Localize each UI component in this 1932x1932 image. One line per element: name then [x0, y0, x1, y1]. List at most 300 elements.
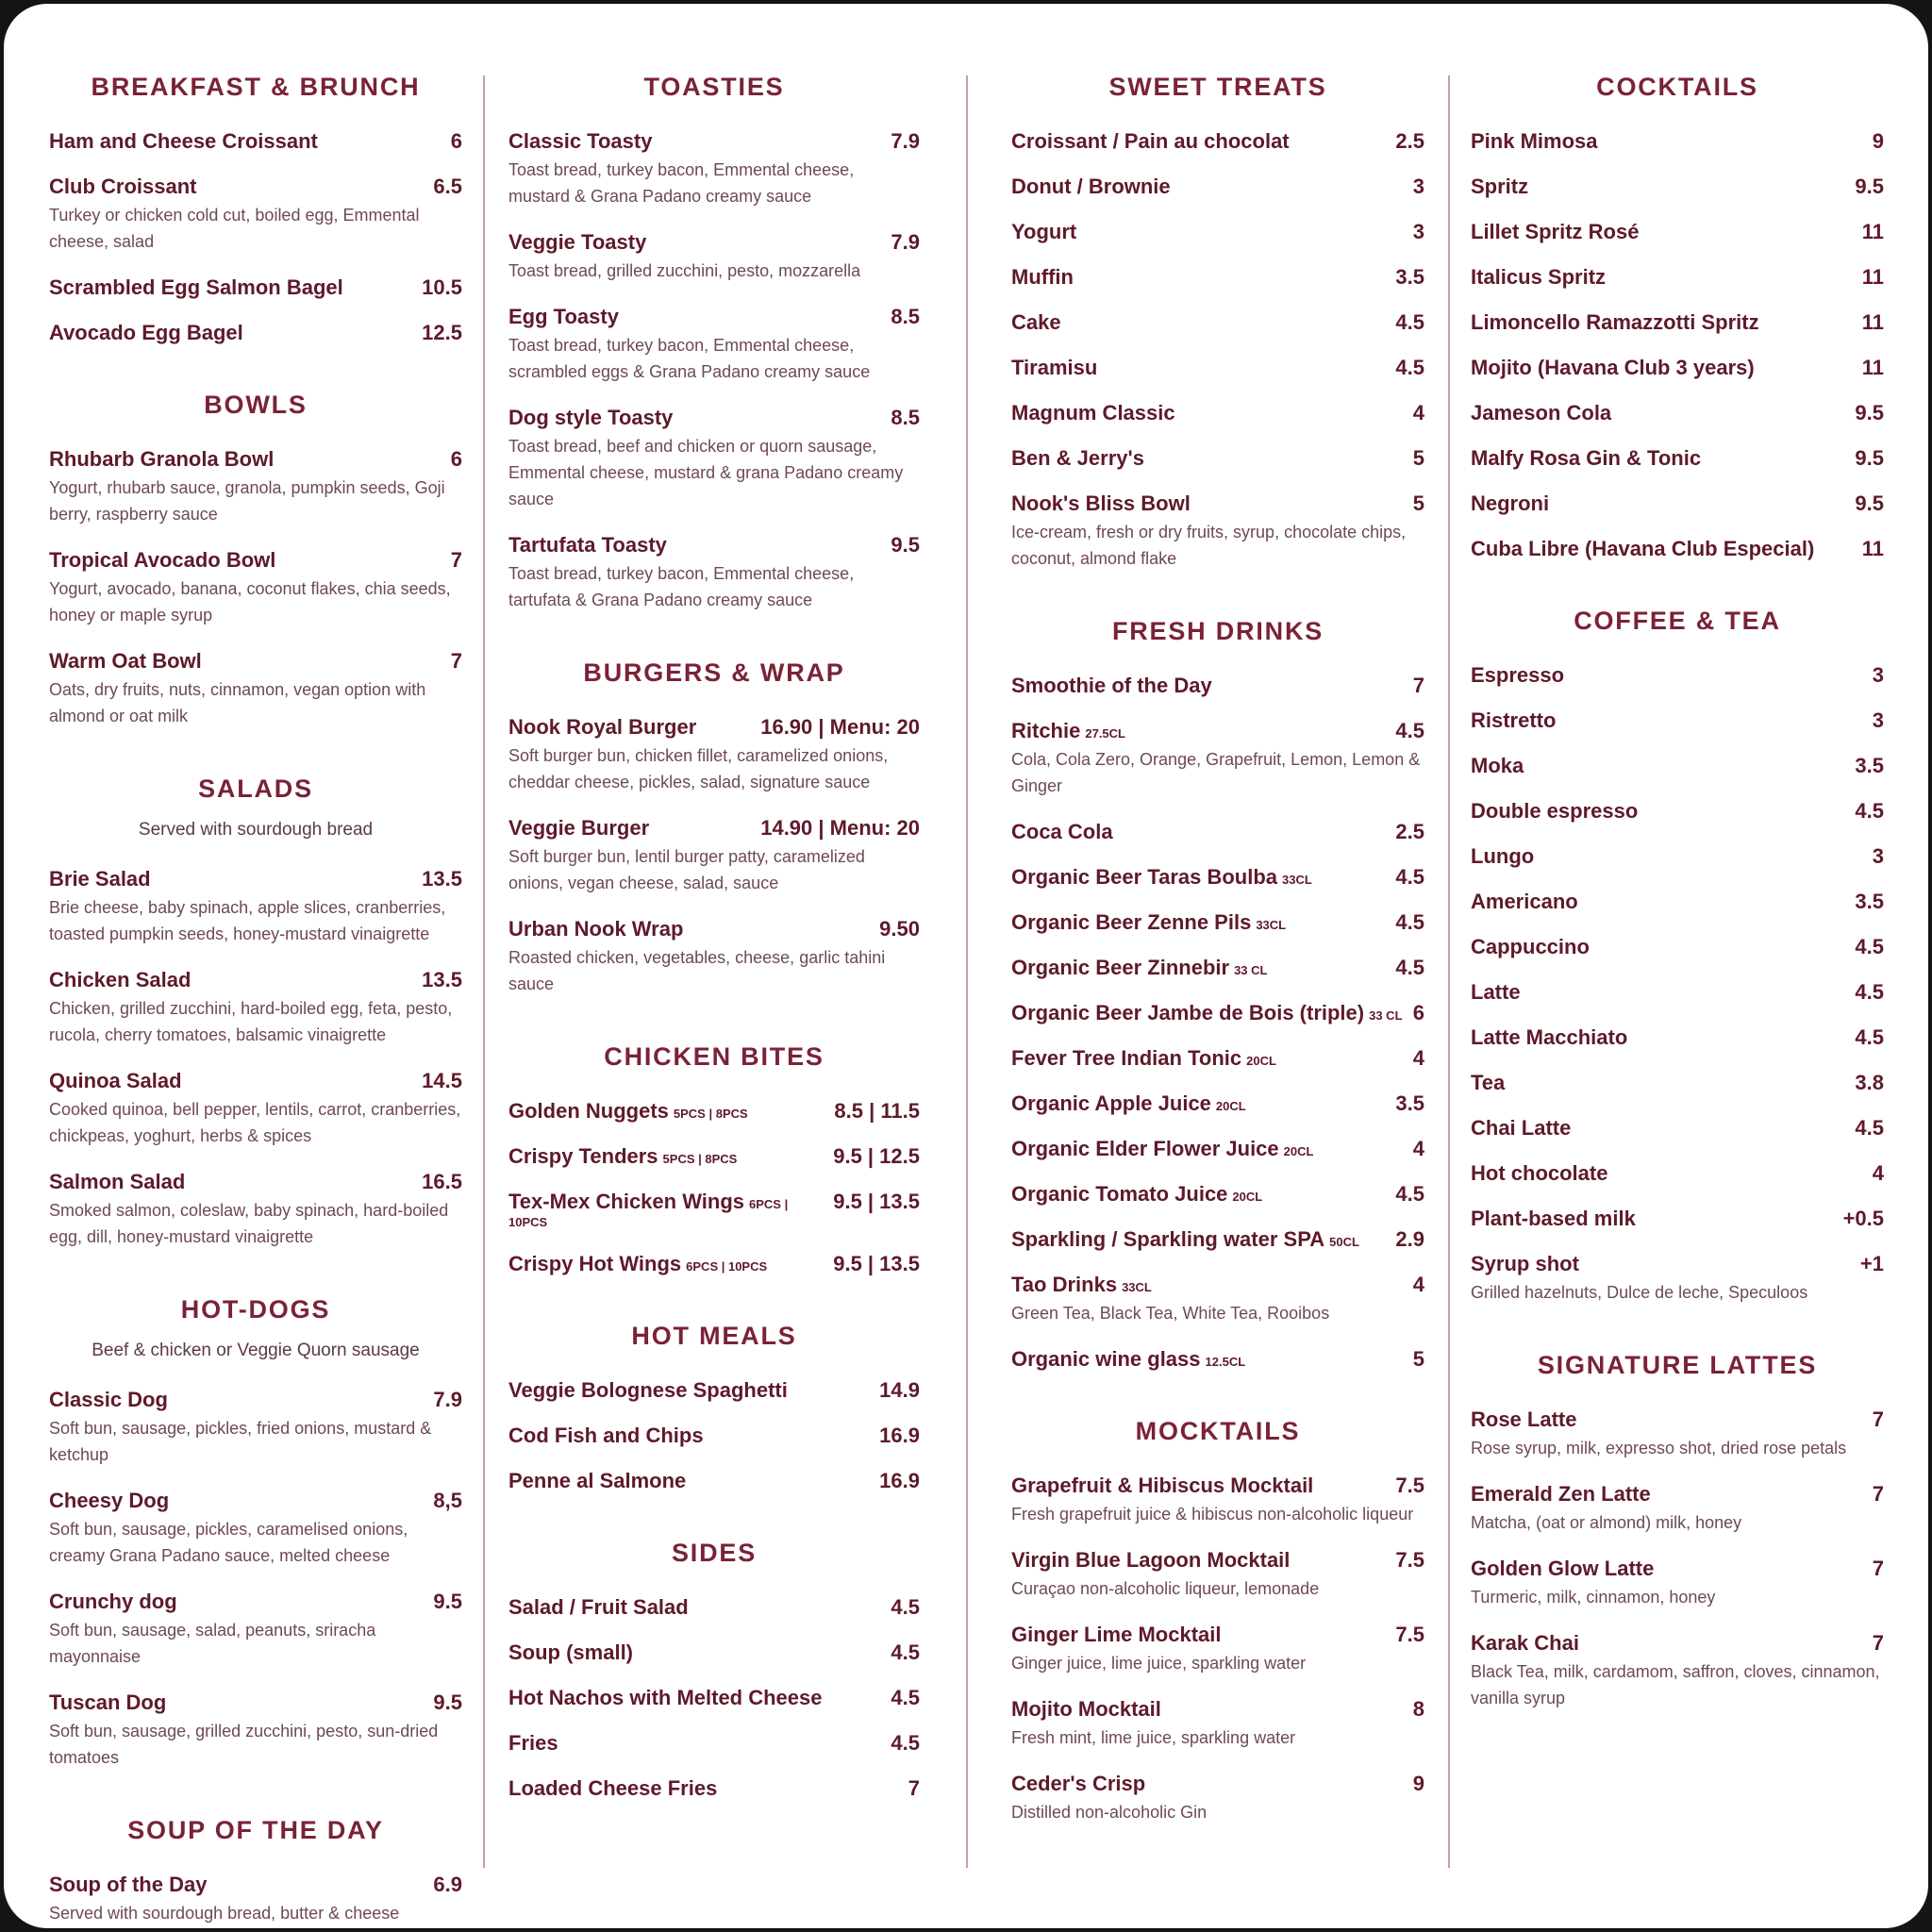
column-divider	[966, 75, 968, 1868]
menu-item-description: Fresh mint, lime juice, sparkling water	[1011, 1728, 1296, 1747]
menu-item-description: Ice-cream, fresh or dry fruits, syrup, chocolate chips, coconut, almond flake	[1011, 523, 1407, 568]
menu-item	[49, 1069, 462, 1149]
menu-item	[1011, 674, 1424, 698]
menu-item-name: Crispy Hot Wings	[508, 1252, 682, 1275]
menu-section	[1471, 1349, 1884, 1711]
menu-item-description: Ginger juice, lime juice, sparkling water	[1011, 1654, 1307, 1673]
menu-item	[49, 175, 462, 255]
menu-item-price: 9.5	[1855, 491, 1884, 515]
menu-item-label	[49, 129, 318, 154]
menu-item-label	[508, 1731, 558, 1756]
menu-item-row	[508, 1641, 920, 1665]
menu-item-label	[1471, 446, 1701, 471]
menu-item-row	[49, 649, 462, 674]
menu-item-row	[49, 548, 462, 573]
menu-item-label	[49, 867, 151, 891]
menu-item-price: 3	[1872, 844, 1884, 868]
menu-item-price: 4	[1412, 1137, 1424, 1160]
menu-item-name: Fever Tree Indian Tonic	[1011, 1046, 1242, 1070]
menu-item-description: Yogurt, rhubarb sauce, granola, pumpkin seeds, Goji berry, raspberry sauce	[49, 478, 445, 524]
menu-item-label	[49, 548, 275, 573]
menu-item	[508, 1190, 920, 1231]
menu-item-label	[1471, 1071, 1505, 1095]
menu-item-price: 13.5	[422, 968, 462, 991]
menu-item-price: 4.5	[1855, 980, 1884, 1004]
menu-item-row	[508, 715, 920, 740]
menu-item	[1011, 129, 1424, 154]
menu-item	[1011, 1347, 1424, 1372]
menu-item	[508, 230, 920, 284]
menu-item-price: 9	[1412, 1772, 1424, 1795]
menu-item-name: Yogurt	[1011, 220, 1077, 243]
menu-item-label	[508, 1686, 823, 1710]
menu-item-row	[1011, 865, 1424, 890]
menu-item-label	[49, 649, 202, 674]
menu-item-size: 6PCS | 10PCS	[508, 1197, 789, 1229]
menu-item	[1471, 1252, 1884, 1306]
menu-column-2	[508, 71, 920, 1844]
menu-item	[508, 533, 920, 613]
menu-section	[1471, 71, 1884, 561]
menu-item-name: Soup (small)	[508, 1641, 634, 1664]
menu-item-label	[1011, 310, 1061, 335]
menu-item-label	[1471, 1025, 1627, 1050]
menu-item-name: Ben & Jerry's	[1011, 446, 1144, 470]
menu-item-name: Golden Nuggets	[508, 1099, 669, 1123]
menu-item-row	[1011, 1772, 1424, 1796]
menu-item-row	[49, 1590, 462, 1614]
menu-card	[4, 4, 1928, 1928]
menu-item-name: Ceder's Crisp	[1011, 1772, 1146, 1795]
menu-item-price: 9.5	[1855, 446, 1884, 470]
menu-item-label	[49, 1388, 168, 1412]
menu-item-label	[1011, 491, 1191, 516]
section-title: BREAKFAST & BRUNCH	[91, 73, 421, 101]
menu-item-row	[1011, 1623, 1424, 1647]
menu-item-description: Green Tea, Black Tea, White Tea, Rooibos	[1011, 1304, 1330, 1323]
menu-item-size: 5PCS | 8PCS	[673, 1107, 748, 1121]
menu-item	[1471, 1025, 1884, 1050]
menu-item-description: Toast bread, turkey bacon, Emmental cheese, mustard & Grana Padano creamy sauce	[508, 160, 855, 206]
menu-item-price: 3	[1412, 175, 1424, 198]
menu-item	[1471, 1207, 1884, 1231]
section-title: FRESH DRINKS	[1111, 617, 1324, 645]
menu-item-price: 3.5	[1855, 754, 1884, 777]
menu-item-label	[508, 230, 646, 255]
menu-item-name: Veggie Bolognese Spaghetti	[508, 1378, 788, 1402]
menu-item	[508, 1731, 920, 1756]
menu-item	[1011, 356, 1424, 380]
menu-item-label	[508, 1190, 824, 1231]
menu-item-name: Fries	[508, 1731, 558, 1755]
menu-item-price: 9.50	[879, 917, 920, 941]
menu-item-row	[49, 321, 462, 345]
menu-item	[1471, 799, 1884, 824]
menu-item-price: 7.9	[891, 230, 920, 254]
menu-item	[508, 1144, 920, 1169]
menu-item-price: 9	[1872, 129, 1884, 153]
menu-item-row	[508, 230, 920, 255]
menu-item-label	[49, 968, 191, 992]
menu-item-name: Golden Glow Latte	[1471, 1557, 1655, 1580]
menu-item-price: 5	[1412, 446, 1424, 470]
menu-item-label	[1471, 799, 1638, 824]
menu-item-label	[1011, 265, 1074, 290]
menu-item-price: 13.5	[422, 867, 462, 891]
column-divider	[1448, 75, 1450, 1868]
menu-item-size: 50CL	[1329, 1235, 1359, 1249]
menu-item-price: 14.90 | Menu: 20	[760, 816, 920, 840]
menu-item-row	[508, 1144, 920, 1169]
menu-item-price: 7	[1872, 1482, 1884, 1506]
menu-item-price: 12.5	[422, 321, 462, 344]
menu-item-price: 10.5	[422, 275, 462, 299]
menu-item-label	[508, 816, 649, 841]
menu-item-label	[1471, 1407, 1576, 1432]
menu-item-label	[49, 1069, 182, 1093]
menu-item-price: 5	[1412, 1347, 1424, 1371]
menu-item	[1471, 265, 1884, 290]
menu-item-row	[508, 1686, 920, 1710]
menu-item	[1471, 1482, 1884, 1536]
menu-item-size: 12.5CL	[1205, 1355, 1246, 1369]
menu-item-row	[508, 305, 920, 329]
menu-item	[1011, 1137, 1424, 1161]
section-title: COCKTAILS	[1596, 73, 1758, 101]
menu-item-price: 7.5	[1395, 1623, 1424, 1646]
menu-item-price: 7.5	[1395, 1548, 1424, 1572]
menu-item-row	[1471, 1071, 1884, 1095]
menu-item-name: Organic Tomato Juice	[1011, 1182, 1228, 1206]
menu-item-row	[508, 1595, 920, 1620]
menu-item-price: 4.5	[891, 1641, 920, 1664]
menu-item-name: Rhubarb Granola Bowl	[49, 447, 275, 471]
menu-item-label	[1011, 956, 1267, 980]
menu-item	[1011, 1697, 1424, 1751]
menu-item-label	[508, 1144, 737, 1169]
menu-item-row	[1471, 265, 1884, 290]
menu-item-price: 4	[1872, 1161, 1884, 1185]
menu-item-label	[508, 1469, 686, 1493]
menu-item-label	[1011, 1772, 1145, 1796]
menu-item	[1011, 1001, 1424, 1025]
menu-item	[1471, 220, 1884, 244]
menu-item-row	[508, 1190, 920, 1231]
menu-item-price: 16.90 | Menu: 20	[760, 715, 920, 739]
menu-section	[49, 71, 462, 345]
menu-item-price: 16.9	[879, 1469, 920, 1492]
menu-item-row	[1011, 1227, 1424, 1252]
menu-item	[1471, 1161, 1884, 1186]
menu-item-row	[49, 175, 462, 199]
menu-item-name: Loaded Cheese Fries	[508, 1776, 718, 1800]
menu-item-row	[508, 406, 920, 430]
menu-item	[1011, 820, 1424, 844]
menu-item-row	[49, 447, 462, 472]
menu-item-name: Salad / Fruit Salad	[508, 1595, 689, 1619]
menu-item	[1011, 175, 1424, 199]
menu-item	[1011, 1623, 1424, 1676]
menu-item-label	[49, 1873, 207, 1897]
menu-item	[508, 129, 920, 209]
menu-item-row	[1471, 890, 1884, 914]
menu-item-row	[1011, 491, 1424, 516]
menu-item-label	[1011, 1137, 1313, 1161]
menu-item-row	[1471, 1407, 1884, 1432]
menu-item	[1471, 890, 1884, 914]
menu-section	[508, 657, 920, 997]
menu-item-price: 4.5	[1855, 935, 1884, 958]
menu-section	[49, 773, 462, 1250]
menu-item-name: Sparkling / Sparkling water SPA	[1011, 1227, 1325, 1251]
menu-item-row	[1471, 356, 1884, 380]
menu-item-name: Coca Cola	[1011, 820, 1113, 843]
menu-item	[508, 406, 920, 512]
menu-item-description: Brie cheese, baby spinach, apple slices, cranberries, toasted pumpkin seeds, honey-mustard vinaigrette	[49, 898, 446, 943]
menu-item-row	[1471, 980, 1884, 1005]
menu-item-name: Egg Toasty	[508, 305, 619, 328]
menu-item	[1471, 935, 1884, 959]
menu-item	[1471, 1631, 1884, 1711]
menu-item-label	[49, 1170, 185, 1194]
menu-item-price: 4.5	[891, 1595, 920, 1619]
menu-item-name: Tea	[1471, 1071, 1506, 1094]
menu-item-description: Oats, dry fruits, nuts, cinnamon, vegan option with almond or oat milk	[49, 680, 426, 725]
menu-item-label	[1011, 129, 1290, 154]
menu-item-label	[1471, 890, 1578, 914]
menu-item-name: Tropical Avocado Bowl	[49, 548, 276, 572]
menu-item-name: Warm Oat Bowl	[49, 649, 202, 673]
menu-item-row	[49, 1489, 462, 1513]
menu-item-label	[1471, 663, 1564, 688]
menu-item-label	[1011, 910, 1286, 935]
menu-item-row	[49, 275, 462, 300]
menu-item-price: 3	[1412, 220, 1424, 243]
menu-item-price: 7	[450, 649, 462, 673]
menu-item-name: Scrambled Egg Salmon Bagel	[49, 275, 343, 299]
menu-item-name: Ham and Cheese Croissant	[49, 129, 318, 153]
menu-item-label	[1471, 356, 1755, 380]
menu-item-name: Ritchie	[1011, 719, 1081, 742]
menu-item-name: Hot chocolate	[1471, 1161, 1608, 1185]
menu-item-price: 14.9	[879, 1378, 920, 1402]
menu-item-size: 20CL	[1215, 1099, 1246, 1113]
menu-item-description: Rose syrup, milk, expresso shot, dried rose petals	[1471, 1439, 1847, 1457]
menu-item-name: Virgin Blue Lagoon Mocktail	[1011, 1548, 1291, 1572]
menu-item-name: Crunchy dog	[49, 1590, 177, 1613]
menu-item	[1471, 663, 1884, 688]
menu-item-price: 3	[1872, 708, 1884, 732]
menu-item-price: 4.5	[1395, 956, 1424, 979]
menu-item-name: Mojito Mocktail	[1011, 1697, 1161, 1721]
menu-item	[1011, 719, 1424, 799]
menu-item-label	[1471, 220, 1639, 244]
menu-item	[508, 917, 920, 997]
menu-item-price: 8.5	[891, 406, 920, 429]
menu-item-description: Toast bread, beef and chicken or quorn sausage, Emmental cheese, mustard & grana Padano creamy sauce	[508, 437, 904, 508]
menu-column-3	[1011, 71, 1424, 1869]
section-title: BOWLS	[204, 391, 308, 419]
menu-item-name: Organic wine glass	[1011, 1347, 1201, 1371]
menu-item	[1471, 537, 1884, 561]
menu-item-label	[1471, 1557, 1654, 1581]
menu-item-price: 4.5	[1395, 865, 1424, 889]
menu-item	[1471, 401, 1884, 425]
menu-item-price: 4.5	[1395, 719, 1424, 742]
menu-section	[508, 71, 920, 613]
menu-item	[49, 1170, 462, 1250]
menu-item-row	[508, 1378, 920, 1403]
section-title: HOT-DOGS	[180, 1295, 331, 1324]
menu-item-name: Organic Beer Zinnebir	[1011, 956, 1230, 979]
menu-item-row	[508, 1099, 920, 1124]
menu-item-price: 7	[1872, 1407, 1884, 1431]
menu-item-name: Rose Latte	[1471, 1407, 1577, 1431]
menu-item-row	[1011, 1091, 1424, 1116]
menu-item-description: Cooked quinoa, bell pepper, lentils, carrot, cranberries, chickpeas, yoghurt, herbs & spices	[49, 1100, 461, 1145]
menu-item-row	[508, 917, 920, 941]
menu-item-name: Chai Latte	[1471, 1116, 1572, 1140]
menu-item-price: 4.5	[1855, 1116, 1884, 1140]
menu-item-name: Americano	[1471, 890, 1578, 913]
menu-item-name: Hot Nachos with Melted Cheese	[508, 1686, 823, 1709]
menu-item-price: 9.5 | 13.5	[833, 1190, 920, 1213]
menu-item-price: 6.5	[433, 175, 462, 198]
menu-item-description: Soft bun, sausage, pickles, fried onions, mustard & ketchup	[49, 1419, 432, 1464]
menu-item	[1471, 1116, 1884, 1141]
menu-item-label	[1471, 1482, 1651, 1507]
menu-item-size: 33 CL	[1369, 1008, 1403, 1023]
menu-item	[1011, 865, 1424, 890]
menu-item-price: 3.8	[1855, 1071, 1884, 1094]
menu-item-name: Veggie Burger	[508, 816, 650, 840]
menu-item-price: +1	[1859, 1252, 1884, 1275]
menu-item	[1471, 980, 1884, 1005]
menu-section	[508, 1537, 920, 1801]
menu-item-label	[508, 1776, 717, 1801]
menu-item-name: Moka	[1471, 754, 1524, 777]
menu-item-label	[1471, 401, 1611, 425]
menu-item	[1011, 446, 1424, 471]
section-title: TOASTIES	[643, 73, 785, 101]
menu-item-row	[508, 1731, 920, 1756]
menu-item-price: 9.5 | 12.5	[833, 1144, 920, 1168]
menu-item-description: Soft bun, sausage, pickles, caramelised onions, creamy Grana Padano sauce, melted cheese	[49, 1520, 408, 1565]
menu-item	[1471, 129, 1884, 154]
menu-item-name: Tuscan Dog	[49, 1690, 167, 1714]
menu-section	[508, 1041, 920, 1276]
menu-item-row	[49, 1170, 462, 1194]
menu-item	[49, 867, 462, 947]
menu-item-row	[1471, 1116, 1884, 1141]
menu-item-row	[1011, 356, 1424, 380]
menu-item-label	[1011, 220, 1076, 244]
menu-item-row	[1471, 401, 1884, 425]
menu-item-price: 7	[1412, 674, 1424, 697]
menu-item-row	[1011, 1001, 1424, 1025]
menu-item-price: +0.5	[1842, 1207, 1884, 1230]
menu-item-name: Brie Salad	[49, 867, 151, 891]
menu-item-size: 5PCS | 8PCS	[662, 1152, 738, 1166]
menu-item-name: Avocado Egg Bagel	[49, 321, 243, 344]
menu-item-name: Tex-Mex Chicken Wings	[508, 1190, 745, 1213]
menu-item	[1011, 910, 1424, 935]
menu-item-row	[1471, 1482, 1884, 1507]
menu-item-name: Classic Toasty	[508, 129, 653, 153]
menu-item-price: 4.5	[1855, 799, 1884, 823]
menu-item-row	[1011, 1182, 1424, 1207]
menu-item-label	[1011, 1182, 1262, 1207]
menu-item-price: 7.9	[433, 1388, 462, 1411]
menu-section	[49, 389, 462, 729]
menu-item-price: 4.5	[1395, 356, 1424, 379]
menu-item-row	[1011, 1046, 1424, 1071]
menu-item	[1471, 310, 1884, 335]
menu-item-label	[1471, 1161, 1607, 1186]
menu-item-name: Tiramisu	[1011, 356, 1098, 379]
menu-item-name: Latte Macchiato	[1471, 1025, 1628, 1049]
menu-item-name: Classic Dog	[49, 1388, 168, 1411]
menu-item-name: Nook Royal Burger	[508, 715, 697, 739]
section-title: SALADS	[198, 774, 313, 803]
menu-item-price: 4.5	[1855, 1025, 1884, 1049]
menu-item	[1471, 491, 1884, 516]
menu-item-size: 33 CL	[1234, 963, 1268, 977]
menu-item	[1471, 708, 1884, 733]
menu-item-price: 8.5 | 11.5	[834, 1099, 920, 1123]
menu-item-price: 9.5	[1855, 175, 1884, 198]
menu-item-row	[49, 867, 462, 891]
menu-item-description: Served with sourdough bread, butter & cheese	[49, 1904, 400, 1923]
menu-item-name: Salmon Salad	[49, 1170, 186, 1193]
section-title: MOCKTAILS	[1135, 1417, 1301, 1445]
menu-item-name: Espresso	[1471, 663, 1565, 687]
menu-item	[508, 1469, 920, 1493]
menu-item-label	[1471, 844, 1534, 869]
menu-item-row	[1011, 820, 1424, 844]
menu-item-description: Chicken, grilled zucchini, hard-boiled egg, feta, pesto, rucola, cherry tomatoes, balsamic vinaigrette	[49, 999, 453, 1044]
menu-item	[1011, 1474, 1424, 1527]
menu-item-label	[1471, 1252, 1579, 1276]
menu-item-price: 9.5 | 13.5	[833, 1252, 920, 1275]
menu-item-name: Plant-based milk	[1471, 1207, 1636, 1230]
menu-item-label	[1011, 1046, 1276, 1071]
menu-item-name: Urban Nook Wrap	[508, 917, 684, 941]
menu-item-price: 4.5	[891, 1731, 920, 1755]
menu-item-row	[1471, 220, 1884, 244]
section-title: BURGERS & WRAP	[583, 658, 845, 687]
menu-item-name: Cake	[1011, 310, 1061, 334]
menu-item-row	[1011, 1347, 1424, 1372]
menu-item-name: Cod Fish and Chips	[508, 1424, 704, 1447]
section-title: HOT MEALS	[631, 1322, 797, 1350]
menu-item-row	[1471, 663, 1884, 688]
menu-item	[1011, 1548, 1424, 1602]
menu-item-label	[508, 1424, 704, 1448]
menu-item-name: Crispy Tenders	[508, 1144, 658, 1168]
menu-item-price: 6.9	[433, 1873, 462, 1896]
menu-item	[508, 1595, 920, 1620]
menu-item-price: 9.5	[433, 1690, 462, 1714]
menu-item-price: 4.5	[1395, 1182, 1424, 1206]
menu-item-price: 4.5	[1395, 910, 1424, 934]
menu-item-row	[49, 129, 462, 154]
menu-item-description: Smoked salmon, coleslaw, baby spinach, hard-boiled egg, dill, honey-mustard vinaigrette	[49, 1201, 449, 1246]
menu-item-price: 11	[1861, 537, 1884, 560]
menu-item-name: Chicken Salad	[49, 968, 192, 991]
menu-item-size: 33CL	[1256, 918, 1287, 932]
menu-item-label	[1011, 820, 1113, 844]
